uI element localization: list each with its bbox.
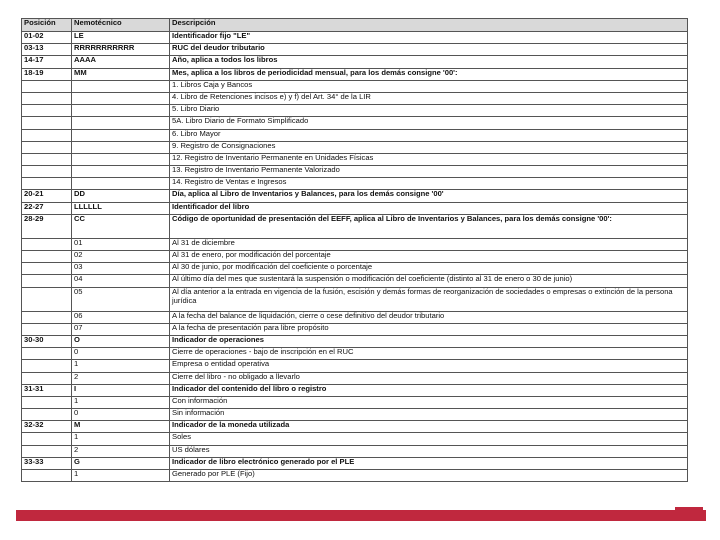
cell-nemotecnico <box>72 80 170 92</box>
cell-nemotecnico: 02 <box>72 251 170 263</box>
cell-descripcion: 6. Libro Mayor <box>170 129 688 141</box>
cell-nemotecnico <box>72 92 170 104</box>
cell-descripcion: Año, aplica a todos los libros <box>170 56 688 68</box>
cell-nemotecnico <box>72 153 170 165</box>
cell-descripcion: A la fecha del balance de liquidación, cierre o cese definitivo del deudor tributario <box>170 311 688 323</box>
cell-descripcion: Soles <box>170 433 688 445</box>
table-row <box>22 68 688 80</box>
cell-posicion <box>22 117 72 129</box>
table-row <box>22 238 688 250</box>
cell-descripcion: 4. Libro de Retenciones incisos e) y f) del Art. 34° de la LIR <box>170 92 688 104</box>
cell-descripcion: Indicador de la moneda utilizada <box>170 421 688 433</box>
cell-nemotecnico: LLLLLL <box>72 202 170 214</box>
cell-posicion <box>22 251 72 263</box>
cell-descripcion: A la fecha de presentación para libre propósito <box>170 323 688 335</box>
cell-posicion <box>22 153 72 165</box>
cell-nemotecnico: 03 <box>72 263 170 275</box>
cell-descripcion: RUC del deudor tributario <box>170 44 688 56</box>
table-row <box>22 275 688 287</box>
table-row <box>22 129 688 141</box>
cell-nemotecnico: RRRRRRRRRRR <box>72 44 170 56</box>
table-row <box>22 153 688 165</box>
cell-nemotecnico: M <box>72 421 170 433</box>
cell-descripcion: Indicador de libro electrónico generado por el PLE <box>170 457 688 469</box>
cell-descripcion: Cierre de operaciones - bajo de inscripción en el RUC <box>170 348 688 360</box>
cell-posicion: 14-17 <box>22 56 72 68</box>
cell-posicion: 30-30 <box>22 335 72 347</box>
table-row <box>22 445 688 457</box>
cell-nemotecnico: 04 <box>72 275 170 287</box>
cell-nemotecnico: 05 <box>72 287 170 311</box>
cell-posicion: 03-13 <box>22 44 72 56</box>
cell-descripcion: Generado por PLE (Fijo) <box>170 470 688 482</box>
cell-descripcion: 12. Registro de Inventario Permanente en Unidades Físicas <box>170 153 688 165</box>
cell-posicion <box>22 178 72 190</box>
table-row <box>22 117 688 129</box>
cell-descripcion: Indicador de operaciones <box>170 335 688 347</box>
cell-nemotecnico <box>72 141 170 153</box>
cell-descripcion: Al día anterior a la entrada en vigencia de la fusión, escisión y demás formas de reorganización de sociedades o empresas o extinción de la persona jurídica <box>170 287 688 311</box>
cell-posicion <box>22 396 72 408</box>
cell-nemotecnico <box>72 117 170 129</box>
cell-nemotecnico: 0 <box>72 348 170 360</box>
cell-nemotecnico: 1 <box>72 360 170 372</box>
cell-posicion <box>22 287 72 311</box>
table-header-row <box>22 19 688 32</box>
cell-posicion: 33-33 <box>22 457 72 469</box>
table-row <box>22 384 688 396</box>
cell-descripcion: US dólares <box>170 445 688 457</box>
cell-posicion <box>22 323 72 335</box>
table-row <box>22 372 688 384</box>
cell-nemotecnico: 1 <box>72 396 170 408</box>
header-nemotecnico: Nemotécnico <box>72 19 170 32</box>
cell-nemotecnico: 2 <box>72 372 170 384</box>
cell-posicion: 01-02 <box>22 32 72 44</box>
cell-descripcion: Sin información <box>170 409 688 421</box>
table-row <box>22 80 688 92</box>
cell-nemotecnico: I <box>72 384 170 396</box>
cell-posicion: 28-29 <box>22 214 72 238</box>
cell-descripcion: Mes, aplica a los libros de periodicidad mensual, para los demás consigne '00': <box>170 68 688 80</box>
table-row <box>22 470 688 482</box>
cell-descripcion: Indicador del contenido del libro o registro <box>170 384 688 396</box>
cell-nemotecnico: MM <box>72 68 170 80</box>
cell-descripcion: Cierre del libro - no obligado a llevarlo <box>170 372 688 384</box>
cell-descripcion: Empresa o entidad operativa <box>170 360 688 372</box>
table-row <box>22 178 688 190</box>
cell-nemotecnico: 1 <box>72 433 170 445</box>
table-row <box>22 433 688 445</box>
cell-descripcion: 1. Libros Caja y Bancos <box>170 80 688 92</box>
cell-posicion: 32-32 <box>22 421 72 433</box>
cell-posicion <box>22 275 72 287</box>
cell-posicion <box>22 263 72 275</box>
cell-posicion <box>22 141 72 153</box>
table-row <box>22 360 688 372</box>
cell-nemotecnico: 0 <box>72 409 170 421</box>
cell-posicion: 18-19 <box>22 68 72 80</box>
table-row <box>22 166 688 178</box>
cell-descripcion: Identificador del libro <box>170 202 688 214</box>
cell-descripcion: Identificador fijo "LE" <box>170 32 688 44</box>
cell-descripcion: Al 30 de junio, por modificación del coeficiente o porcentaje <box>170 263 688 275</box>
table-row <box>22 263 688 275</box>
cell-nemotecnico: 1 <box>72 470 170 482</box>
cell-posicion <box>22 129 72 141</box>
table-row <box>22 409 688 421</box>
cell-posicion <box>22 238 72 250</box>
table-row <box>22 202 688 214</box>
table-row <box>22 56 688 68</box>
table-row <box>22 214 688 238</box>
cell-posicion: 31-31 <box>22 384 72 396</box>
cell-nemotecnico: LE <box>72 32 170 44</box>
cell-nemotecnico: 06 <box>72 311 170 323</box>
cell-posicion: 20-21 <box>22 190 72 202</box>
table-row <box>22 287 688 311</box>
cell-descripcion: Al 31 de diciembre <box>170 238 688 250</box>
cell-posicion <box>22 409 72 421</box>
cell-descripcion: Con información <box>170 396 688 408</box>
cell-posicion <box>22 372 72 384</box>
cell-posicion <box>22 433 72 445</box>
header-descripcion: Descripción <box>170 19 688 32</box>
cell-posicion <box>22 166 72 178</box>
table-row <box>22 311 688 323</box>
cell-descripcion: Día, aplica al Libro de Inventarios y Balances, para los demás consigne '00' <box>170 190 688 202</box>
cell-nemotecnico: G <box>72 457 170 469</box>
cell-posicion: 22-27 <box>22 202 72 214</box>
table-row <box>22 348 688 360</box>
table-row <box>22 92 688 104</box>
table-row <box>22 105 688 117</box>
cell-descripcion: 5. Libro Diario <box>170 105 688 117</box>
cell-nemotecnico: AAAA <box>72 56 170 68</box>
cell-descripcion: 5A. Libro Diario de Formato Simplificado <box>170 117 688 129</box>
cell-nemotecnico: 07 <box>72 323 170 335</box>
table-row <box>22 141 688 153</box>
table-row <box>22 251 688 263</box>
cell-nemotecnico <box>72 166 170 178</box>
table-row <box>22 396 688 408</box>
header-posicion: Posición <box>22 19 72 32</box>
cell-nemotecnico: DD <box>72 190 170 202</box>
cell-descripcion: 13. Registro de Inventario Permanente Valorizado <box>170 166 688 178</box>
table-row <box>22 32 688 44</box>
cell-descripcion: Al 31 de enero, por modificación del porcentaje <box>170 251 688 263</box>
nomenclature-table <box>21 18 688 482</box>
cell-posicion <box>22 105 72 117</box>
cell-nemotecnico <box>72 129 170 141</box>
table-row <box>22 190 688 202</box>
table-row <box>22 457 688 469</box>
cell-nemotecnico <box>72 178 170 190</box>
cell-descripcion: 9. Registro de Consignaciones <box>170 141 688 153</box>
cell-nemotecnico: CC <box>72 214 170 238</box>
table-row <box>22 44 688 56</box>
cell-posicion <box>22 348 72 360</box>
table-row <box>22 335 688 347</box>
cell-posicion <box>22 470 72 482</box>
table-row <box>22 421 688 433</box>
cell-nemotecnico: 2 <box>72 445 170 457</box>
cell-descripcion: Código de oportunidad de presentación del EEFF, aplica al Libro de Inventarios y Balances, para los demás consigne '00': <box>170 214 688 238</box>
cell-nemotecnico: 01 <box>72 238 170 250</box>
cell-nemotecnico <box>72 105 170 117</box>
cell-nemotecnico: O <box>72 335 170 347</box>
table-row <box>22 323 688 335</box>
footer-accent-bar <box>16 510 706 521</box>
cell-posicion <box>22 80 72 92</box>
cell-posicion <box>22 92 72 104</box>
cell-descripcion: Al último día del mes que sustentará la suspensión o modificación del coeficiente (distinto al 31 de enero o 30 de junio) <box>170 275 688 287</box>
cell-posicion <box>22 445 72 457</box>
cell-descripcion: 14. Registro de Ventas e Ingresos <box>170 178 688 190</box>
cell-posicion <box>22 360 72 372</box>
cell-posicion <box>22 311 72 323</box>
